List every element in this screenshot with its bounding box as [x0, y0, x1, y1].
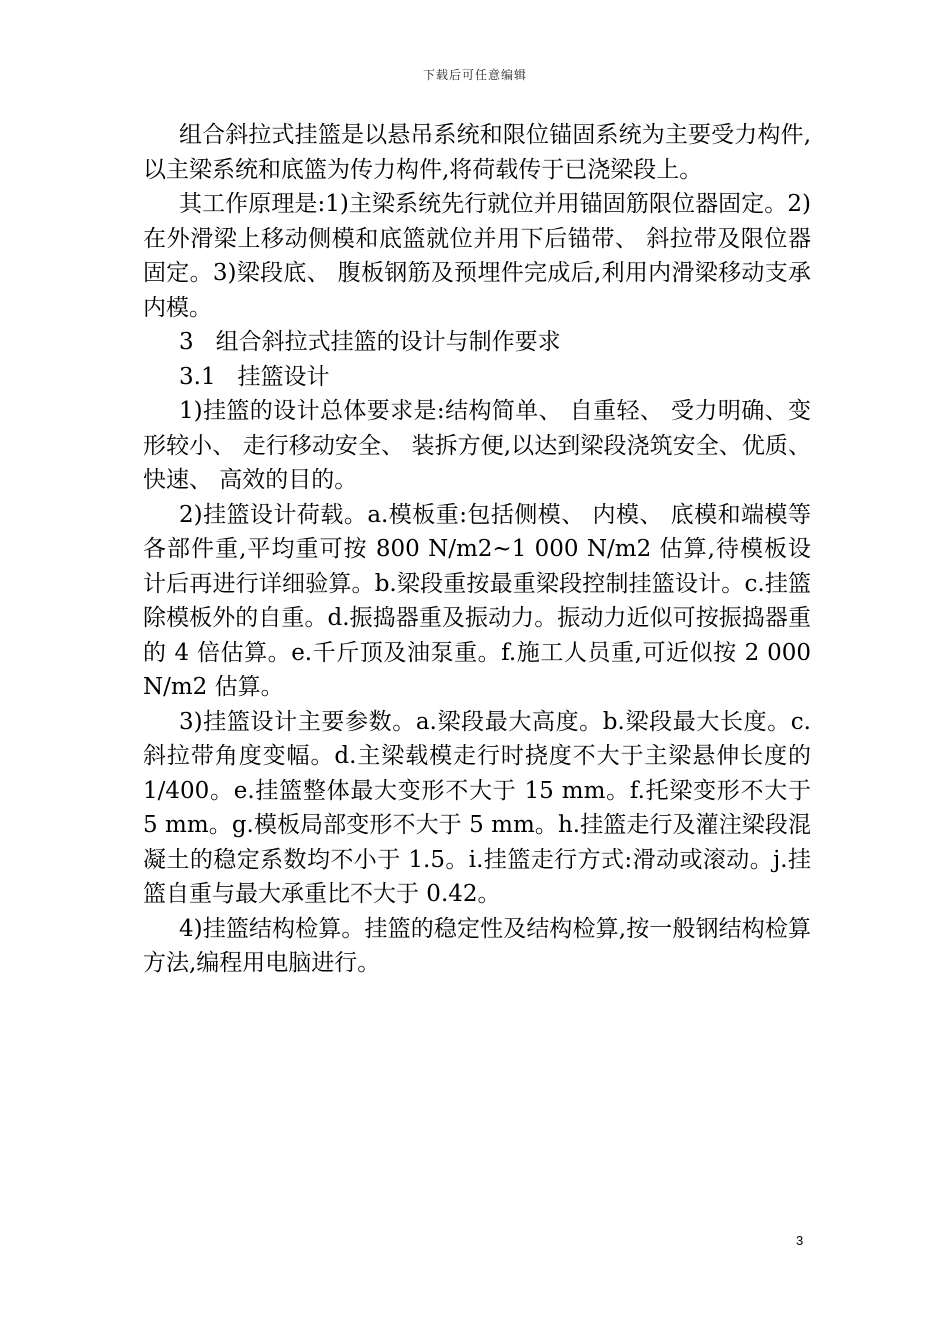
paragraph-working-principle: 其工作原理是:1)主梁系统先行就位并用锚固筋限位器固定。2)在外滑梁上移动侧模和底篮就位并用下后锚带、 斜拉带及限位器固定。3)梁段底、 腹板钢筋及预埋件完成后,利用内滑梁移动支承内模。 [143, 191, 811, 321]
paragraph-design-loads: 2)挂篮设计荷载。a.模板重:包括侧模、 内模、 底模和端模等各部件重,平均重可按 800 N/m2~1 000 N/m2 估算,待模板设计后再进行详细验算。b.梁段重按最重梁段控制挂篮设计。c.挂篮除模板外的自重。d.振捣器重及振动力。振动力近似可按振捣器重的 4 倍估算。e.千斤顶及油泵重。f.施工人员重,可近似按 2 000 N/m2 估算。 [143, 501, 811, 700]
section-heading-3: 3 组合斜拉式挂篮的设计与制作要求 [179, 329, 561, 355]
page-number: 3 [796, 1233, 804, 1248]
paragraph-structural-check: 4)挂篮结构检算。挂篮的稳定性及结构检算,按一般钢结构检算方法,编程用电脑进行。 [143, 915, 811, 976]
paragraph-design-parameters: 3)挂篮设计主要参数。a.梁段最大高度。b.梁段最大长度。c.斜拉带角度变幅。d.主梁载模走行时挠度不大于主梁悬伸长度的 1/400。e.挂篮整体最大变形不大于 15 mm。f.托梁变形不大于 5 mm。g.模板局部变形不大于 5 mm。h.挂篮走行及灌注梁段混凝土的稳定系数均不小于 1.5。i.挂篮走行方式:滑动或滚动。j.挂篮自重与最大承重比不大于 0.42。 [143, 708, 811, 907]
paragraph-intro: 组合斜拉式挂篮是以悬吊系统和限位锚固系统为主要受力构件,以主梁系统和底篮为传力构件,将荷载传于已浇梁段上。 [143, 122, 811, 183]
subsection-heading-3-1: 3.1 挂篮设计 [179, 363, 330, 390]
paragraph-design-requirements: 1)挂篮的设计总体要求是:结构简单、 自重轻、 受力明确、变形较小、 走行移动安全、 装拆方便,以达到梁段浇筑安全、优质、 快速、 高效的目的。 [143, 398, 811, 493]
page-header: 下载后可任意编辑 [422, 68, 527, 82]
document-body [143, 118, 811, 981]
